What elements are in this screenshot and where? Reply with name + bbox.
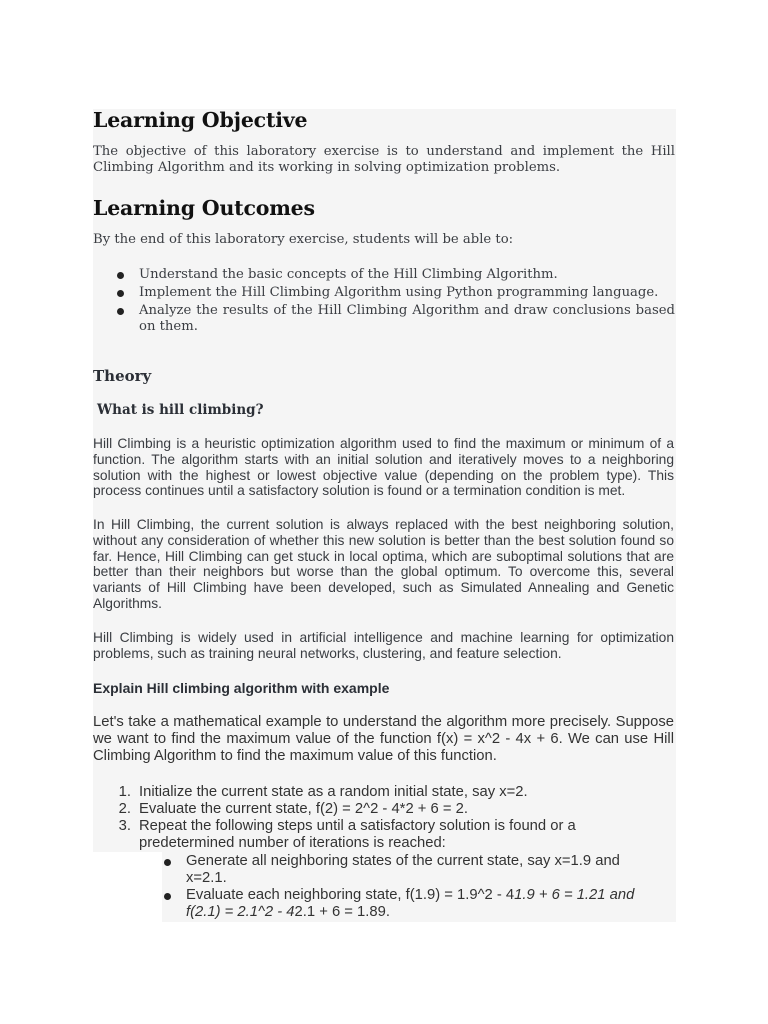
objective-text: The objective of this laboratory exercise is to understand and implement the Hill Climbing Algorithm and its working in solving optimization problems.: [93, 144, 675, 175]
outcomes-list: [139, 267, 675, 335]
step-item: 1. Initialize the current state as a random initial state, say x=2.: [139, 784, 639, 801]
outcomes-heading: Learning Outcomes: [93, 196, 315, 220]
substep-item: Generate all neighboring states of the current state, say x=1.9 and x=2.1.: [186, 853, 648, 887]
example-intro: Let's take a mathematical example to understand the algorithm more precisely. Suppose we want to find the maximum value of the function f(x) = x^2 - 4x + 6. We can use Hill Climbing Algorithm to find the maximum value of this function.: [93, 714, 674, 764]
substep-item: Evaluate each neighboring state, f(1.9) = 1.9^2 - 41.9 + 6 = 1.21 and f(2.1) = 2.1^2 - 42.1 + 6 = 1.89.: [186, 887, 648, 921]
bullet-icon: [164, 893, 171, 900]
step-item: 3. Repeat the following steps until a satisfactory solution is found or a predetermined number of iterations is reached:: [139, 818, 639, 852]
theory-heading: Theory: [93, 367, 152, 385]
example-steps: [118, 784, 639, 852]
outcomes-intro: By the end of this laboratory exercise, students will be able to:: [93, 232, 514, 247]
example-substeps: [186, 853, 648, 921]
bullet-icon: [164, 859, 171, 866]
theory-paragraph-3: Hill Climbing is widely used in artificial intelligence and machine learning for optimization problems, such as training neural networks, clustering, and feature selection.: [93, 630, 674, 661]
bullet-icon: [117, 290, 124, 297]
example-heading: Explain Hill climbing algorithm with example: [93, 680, 390, 696]
step-number: 3.: [118, 818, 131, 834]
step-item: 2. Evaluate the current state, f(2) = 2^2 - 4*2 + 6 = 2.: [139, 801, 639, 818]
theory-subheading: What is hill climbing?: [97, 402, 264, 418]
theory-paragraph-1: Hill Climbing is a heuristic optimization algorithm used to find the maximum or minimum of a function. The algorithm starts with an initial solution and iteratively moves to a neighboring solution with the highest or lowest objective value (depending on the problem type). This process continues until a satisfactory solution is found or a termination condition is met.: [93, 436, 674, 499]
objective-heading: Learning Objective: [93, 108, 308, 132]
step-number: 2.: [118, 801, 131, 817]
bullet-icon: [117, 308, 124, 315]
step-number: 1.: [118, 784, 131, 800]
outcome-item: Understand the basic concepts of the Hill Climbing Algorithm.: [139, 267, 675, 283]
bullet-icon: [117, 272, 124, 279]
outcome-item: Implement the Hill Climbing Algorithm using Python programming language.: [139, 285, 675, 301]
outcome-item: Analyze the results of the Hill Climbing Algorithm and draw conclusions based on them.: [139, 303, 675, 335]
theory-paragraph-2: In Hill Climbing, the current solution is always replaced with the best neighboring solution, without any consideration of whether this new solution is better than the best solution found so far. Hence, Hill Climbing can get stuck in local optima, which are suboptimal solutions that are better than their neighbors but worse than the global optimum. To overcome this, several variants of Hill Climbing have been developed, such as Simulated Annealing and Genetic Algorithms.: [93, 517, 674, 611]
